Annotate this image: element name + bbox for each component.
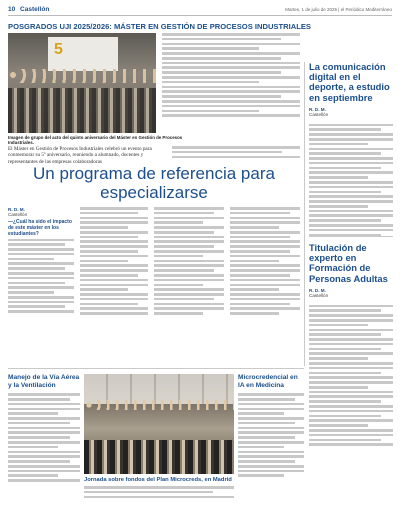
side-story-2 bbox=[309, 243, 393, 448]
side-byline-2: R. D. M. Castellón bbox=[309, 287, 329, 299]
photo-side-text bbox=[162, 33, 300, 119]
bottom-photo-text bbox=[84, 486, 234, 500]
issue-meta: Martes, 1 de julio de 2025 | el Periódico Mediterráneo bbox=[285, 7, 392, 12]
main-headline: Un programa de referencia para especializarse bbox=[33, 164, 275, 202]
side-story-1 bbox=[309, 62, 393, 238]
side-headline-1: La comunicación digital en el deporte, a estudio en septiembre bbox=[309, 61, 390, 103]
anniversary-banner: 5 bbox=[48, 37, 118, 71]
microcreds-photo bbox=[84, 374, 234, 474]
main-col-4 bbox=[230, 207, 300, 317]
main-col-2 bbox=[80, 207, 148, 317]
side-divider bbox=[309, 236, 393, 237]
side-headline-2: Titulación de experto en Formación de Personas Adultas bbox=[309, 242, 388, 284]
box-2-title: Microcredencial en IA en Medicina bbox=[238, 374, 298, 389]
interview-question: —¿Cuál ha sido el impacto de este máster en los estudiantes? bbox=[8, 218, 72, 237]
group-photo bbox=[8, 33, 156, 133]
main-col-3 bbox=[154, 207, 224, 317]
bottom-photo-caption: Jornada sobre fondos del Plan Microcreds, en Madrid bbox=[84, 477, 232, 483]
side-byline-1: R. D. M. Castellón bbox=[309, 106, 329, 118]
main-byline: R. D. M. Castellón bbox=[8, 207, 28, 218]
bottom-box-1 bbox=[8, 374, 80, 484]
lede-side-text bbox=[172, 146, 300, 160]
box-1-title: Manejo de la Vía Aérea y la Ventilación bbox=[8, 374, 80, 389]
page-number: 10 bbox=[8, 6, 16, 13]
bottom-box-2 bbox=[238, 374, 304, 479]
page-header bbox=[8, 4, 392, 16]
main-col-1 bbox=[8, 207, 74, 315]
section-name: Castellón bbox=[20, 6, 50, 13]
photo-caption: Imagen de grupo del acto del quinto aniversario del Máster en Gestión de Procesos Industriales. bbox=[8, 135, 183, 146]
bottom-divider bbox=[8, 368, 304, 369]
main-kicker: POSGRADOS UJI 2025/2026: MÁSTER EN GESTIÓN DE PROCESOS INDUSTRIALES bbox=[8, 22, 311, 31]
column-divider bbox=[304, 62, 305, 366]
main-lede: El Máster en Gestión de Procesos Industriales celebró un evento para conmemorar su 5º aniversario, reuniendo a alumnado, docentes y representantes de las empresas colaboradoras bbox=[8, 146, 152, 165]
